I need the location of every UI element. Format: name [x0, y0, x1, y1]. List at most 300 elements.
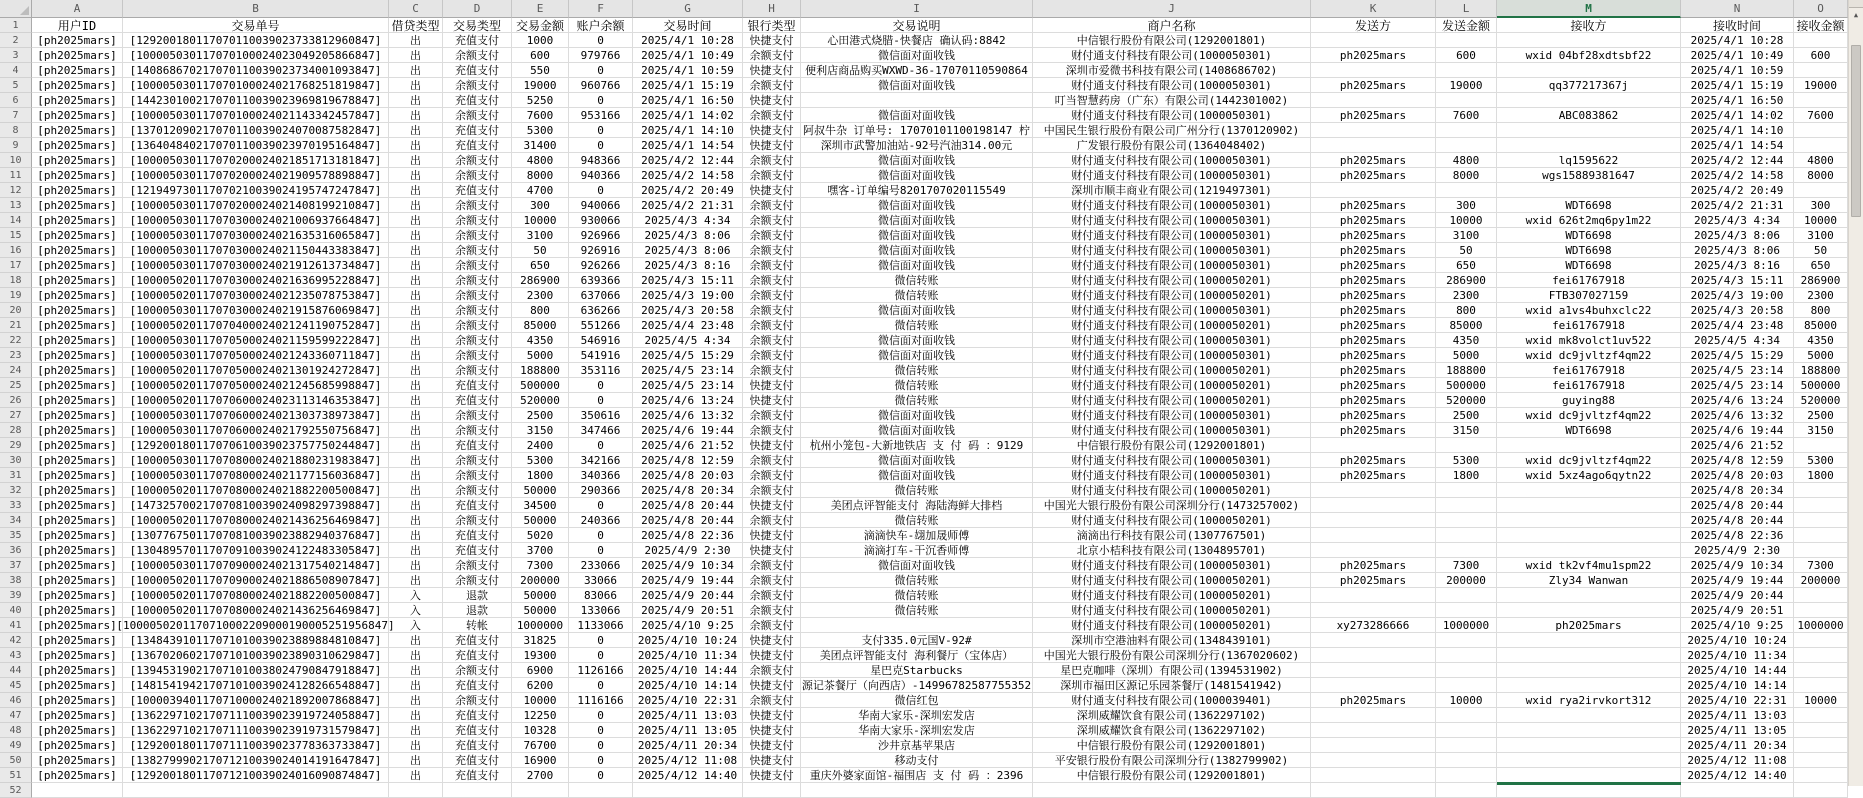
cell-E22[interactable]: 4350	[512, 333, 569, 348]
cell-I47[interactable]: 华南大家乐-深圳宏发店	[801, 708, 1033, 723]
cell-A13[interactable]: [ph2025mars]	[32, 198, 123, 213]
cell-L3[interactable]: 600	[1436, 48, 1497, 63]
cell-C42[interactable]: 出	[389, 633, 443, 648]
cell-E28[interactable]: 3150	[512, 423, 569, 438]
cell-O39[interactable]	[1794, 588, 1848, 603]
cell-O28[interactable]: 3150	[1794, 423, 1848, 438]
cell-M42[interactable]	[1497, 633, 1681, 648]
column-header-D[interactable]: D	[443, 0, 512, 18]
cell-D46[interactable]: 余额支付	[443, 693, 512, 708]
cell-L11[interactable]: 8000	[1436, 168, 1497, 183]
cell-D14[interactable]: 余额支付	[443, 213, 512, 228]
cell-J45[interactable]: 深圳市福田区源记乐园茶餐厅(1481541942)	[1033, 678, 1311, 693]
scrollbar-splitter-handle[interactable]	[1849, 0, 1863, 8]
cell-M2[interactable]	[1497, 33, 1681, 48]
cell-B4[interactable]: [140868670217070110039023734001093847]	[123, 63, 389, 78]
cell-F3[interactable]: 979766	[569, 48, 633, 63]
row-header-36[interactable]: 36	[0, 543, 32, 558]
row-header-39[interactable]: 39	[0, 588, 32, 603]
cell-L13[interactable]: 300	[1436, 198, 1497, 213]
cell-B13[interactable]: [100005030117070200024021408199210847]	[123, 198, 389, 213]
cell-H4[interactable]: 快捷支付	[743, 63, 801, 78]
cell-N5[interactable]: 2025/4/1 15:19	[1681, 78, 1794, 93]
cell-N30[interactable]: 2025/4/8 12:59	[1681, 453, 1794, 468]
cell-E37[interactable]: 7300	[512, 558, 569, 573]
cell-B52[interactable]	[123, 783, 389, 798]
cell-O42[interactable]	[1794, 633, 1848, 648]
cell-K41[interactable]: xy273286666	[1311, 618, 1436, 633]
cell-M40[interactable]	[1497, 603, 1681, 618]
cell-G46[interactable]: 2025/4/10 22:31	[633, 693, 743, 708]
cell-N49[interactable]: 2025/4/11 20:34	[1681, 738, 1794, 753]
cell-K16[interactable]: ph2025mars	[1311, 243, 1436, 258]
cell-G4[interactable]: 2025/4/1 10:59	[633, 63, 743, 78]
cell-F5[interactable]: 960766	[569, 78, 633, 93]
cell-C38[interactable]: 出	[389, 573, 443, 588]
cell-H11[interactable]: 余额支付	[743, 168, 801, 183]
cell-J21[interactable]: 财付通支付科技有限公司(1000050201)	[1033, 318, 1311, 333]
cell-N52[interactable]	[1681, 783, 1794, 798]
cell-J9[interactable]: 广发银行股份有限公司(1364048402)	[1033, 138, 1311, 153]
cell-A28[interactable]: [ph2025mars]	[32, 423, 123, 438]
cell-M33[interactable]	[1497, 498, 1681, 513]
cell-N24[interactable]: 2025/4/5 23:14	[1681, 363, 1794, 378]
cell-I6[interactable]	[801, 93, 1033, 108]
cell-A33[interactable]: [ph2025mars]	[32, 498, 123, 513]
cell-J25[interactable]: 财付通支付科技有限公司(1000050201)	[1033, 378, 1311, 393]
cell-G8[interactable]: 2025/4/1 14:10	[633, 123, 743, 138]
cell-G34[interactable]: 2025/4/8 20:44	[633, 513, 743, 528]
cell-B36[interactable]: [130489570117070910039024122483305847]	[123, 543, 389, 558]
cell-E40[interactable]: 50000	[512, 603, 569, 618]
cell-O35[interactable]	[1794, 528, 1848, 543]
cell-I30[interactable]: 微信面对面收钱	[801, 453, 1033, 468]
cell-A9[interactable]: [ph2025mars]	[32, 138, 123, 153]
cell-B9[interactable]: [136404840217070110039023970195164847]	[123, 138, 389, 153]
cell-G50[interactable]: 2025/4/12 11:08	[633, 753, 743, 768]
cell-H10[interactable]: 余额支付	[743, 153, 801, 168]
cell-M47[interactable]	[1497, 708, 1681, 723]
cell-K28[interactable]: ph2025mars	[1311, 423, 1436, 438]
cell-G43[interactable]: 2025/4/10 11:34	[633, 648, 743, 663]
cell-H47[interactable]: 快捷支付	[743, 708, 801, 723]
cell-I19[interactable]: 微信转账	[801, 288, 1033, 303]
cell-H35[interactable]: 快捷支付	[743, 528, 801, 543]
cell-D52[interactable]	[443, 783, 512, 798]
cell-M43[interactable]	[1497, 648, 1681, 663]
cell-H18[interactable]: 余额支付	[743, 273, 801, 288]
cell-L10[interactable]: 4800	[1436, 153, 1497, 168]
cell-N2[interactable]: 2025/4/1 10:28	[1681, 33, 1794, 48]
cell-C39[interactable]: 入	[389, 588, 443, 603]
row-header-16[interactable]: 16	[0, 243, 32, 258]
cell-N17[interactable]: 2025/4/3 8:16	[1681, 258, 1794, 273]
cell-M23[interactable]: wxid dc9jvltzf4qm22	[1497, 348, 1681, 363]
cell-B50[interactable]: [138279990217071210039024014191647847]	[123, 753, 389, 768]
cell-H9[interactable]: 快捷支付	[743, 138, 801, 153]
cell-I21[interactable]: 微信转账	[801, 318, 1033, 333]
cell-N15[interactable]: 2025/4/3 8:06	[1681, 228, 1794, 243]
cell-A15[interactable]: [ph2025mars]	[32, 228, 123, 243]
cell-A11[interactable]: [ph2025mars]	[32, 168, 123, 183]
cell-I12[interactable]: 嘿客-订单编号8201707020115549	[801, 183, 1033, 198]
cell-O15[interactable]: 3100	[1794, 228, 1848, 243]
cell-E42[interactable]: 31825	[512, 633, 569, 648]
cell-O37[interactable]: 7300	[1794, 558, 1848, 573]
cell-A7[interactable]: [ph2025mars]	[32, 108, 123, 123]
cell-K3[interactable]: ph2025mars	[1311, 48, 1436, 63]
cell-K25[interactable]: ph2025mars	[1311, 378, 1436, 393]
cell-B32[interactable]: [100005020117070800024021882200500847]	[123, 483, 389, 498]
row-header-29[interactable]: 29	[0, 438, 32, 453]
column-header-K[interactable]: K	[1311, 0, 1436, 18]
cell-E2[interactable]: 1000	[512, 33, 569, 48]
cell-H49[interactable]: 快捷支付	[743, 738, 801, 753]
cell-F38[interactable]: 33066	[569, 573, 633, 588]
cell-E6[interactable]: 5250	[512, 93, 569, 108]
cell-H48[interactable]: 快捷支付	[743, 723, 801, 738]
cell-J35[interactable]: 滴滴出行科技有限公司(1307767501)	[1033, 528, 1311, 543]
cell-A23[interactable]: [ph2025mars]	[32, 348, 123, 363]
cell-I5[interactable]: 微信面对面收钱	[801, 78, 1033, 93]
cell-D25[interactable]: 充值支付	[443, 378, 512, 393]
cell-A32[interactable]: [ph2025mars]	[32, 483, 123, 498]
cell-I3[interactable]: 微信面对面收钱	[801, 48, 1033, 63]
cell-I44[interactable]: 星巴克Starbucks	[801, 663, 1033, 678]
cell-O25[interactable]: 500000	[1794, 378, 1848, 393]
cell-A42[interactable]: [ph2025mars]	[32, 633, 123, 648]
cell-C52[interactable]	[389, 783, 443, 798]
cell-L31[interactable]: 1800	[1436, 468, 1497, 483]
cell-B46[interactable]: [100003940117071000024021892007868847]	[123, 693, 389, 708]
cell-H45[interactable]: 快捷支付	[743, 678, 801, 693]
cell-O23[interactable]: 5000	[1794, 348, 1848, 363]
cell-I32[interactable]: 微信转账	[801, 483, 1033, 498]
cell-E24[interactable]: 188800	[512, 363, 569, 378]
cell-M52[interactable]	[1497, 783, 1681, 798]
cell-G10[interactable]: 2025/4/2 12:44	[633, 153, 743, 168]
cell-F48[interactable]: 0	[569, 723, 633, 738]
row-header-35[interactable]: 35	[0, 528, 32, 543]
cell-M32[interactable]	[1497, 483, 1681, 498]
cell-F14[interactable]: 930066	[569, 213, 633, 228]
cell-I20[interactable]: 微信面对面收钱	[801, 303, 1033, 318]
cell-O8[interactable]	[1794, 123, 1848, 138]
cell-D37[interactable]: 余额支付	[443, 558, 512, 573]
row-header-6[interactable]: 6	[0, 93, 32, 108]
cell-L24[interactable]: 188800	[1436, 363, 1497, 378]
cell-A31[interactable]: [ph2025mars]	[32, 468, 123, 483]
cell-K32[interactable]	[1311, 483, 1436, 498]
cell-F45[interactable]: 0	[569, 678, 633, 693]
cell-L46[interactable]: 10000	[1436, 693, 1497, 708]
cell-O45[interactable]	[1794, 678, 1848, 693]
cell-E49[interactable]: 76700	[512, 738, 569, 753]
cell-A44[interactable]: [ph2025mars]	[32, 663, 123, 678]
cell-I38[interactable]: 微信转账	[801, 573, 1033, 588]
cell-L5[interactable]: 19000	[1436, 78, 1497, 93]
cell-E17[interactable]: 650	[512, 258, 569, 273]
cell-O50[interactable]	[1794, 753, 1848, 768]
cell-F12[interactable]: 0	[569, 183, 633, 198]
cell-K43[interactable]	[1311, 648, 1436, 663]
cell-D23[interactable]: 余额支付	[443, 348, 512, 363]
cell-I17[interactable]: 微信面对面收钱	[801, 258, 1033, 273]
cell-N23[interactable]: 2025/4/5 15:29	[1681, 348, 1794, 363]
cell-F25[interactable]: 0	[569, 378, 633, 393]
cell-I27[interactable]: 微信面对面收钱	[801, 408, 1033, 423]
cell-C9[interactable]: 出	[389, 138, 443, 153]
cell-D29[interactable]: 充值支付	[443, 438, 512, 453]
cell-D9[interactable]: 充值支付	[443, 138, 512, 153]
cell-A26[interactable]: [ph2025mars]	[32, 393, 123, 408]
cell-M14[interactable]: wxid 626t2mq6py1m22	[1497, 213, 1681, 228]
cell-M1[interactable]: 接收方	[1497, 18, 1681, 33]
cell-J43[interactable]: 中国光大银行股份有限公司深圳分行(1367020602)	[1033, 648, 1311, 663]
cell-L47[interactable]	[1436, 708, 1497, 723]
cell-F34[interactable]: 240366	[569, 513, 633, 528]
cell-D20[interactable]: 余额支付	[443, 303, 512, 318]
cell-E25[interactable]: 500000	[512, 378, 569, 393]
row-header-46[interactable]: 46	[0, 693, 32, 708]
cell-G3[interactable]: 2025/4/1 10:49	[633, 48, 743, 63]
column-header-A[interactable]: A	[32, 0, 123, 18]
cell-B11[interactable]: [100005030117070200024021909578898847]	[123, 168, 389, 183]
cell-H3[interactable]: 余额支付	[743, 48, 801, 63]
cell-O32[interactable]	[1794, 483, 1848, 498]
cell-H42[interactable]: 快捷支付	[743, 633, 801, 648]
cell-A3[interactable]: [ph2025mars]	[32, 48, 123, 63]
cell-L40[interactable]	[1436, 603, 1497, 618]
cell-C7[interactable]: 出	[389, 108, 443, 123]
cell-I9[interactable]: 深圳市武警加油站-92号汽油314.00元	[801, 138, 1033, 153]
cell-L30[interactable]: 5300	[1436, 453, 1497, 468]
cell-B47[interactable]: [136229710217071110039023919724058847]	[123, 708, 389, 723]
cell-B20[interactable]: [100005030117070300024021915876069847]	[123, 303, 389, 318]
cell-I4[interactable]: 便利店商品购买WXWD-36-17070110590864	[801, 63, 1033, 78]
cell-H31[interactable]: 余额支付	[743, 468, 801, 483]
cell-C2[interactable]: 出	[389, 33, 443, 48]
cell-J38[interactable]: 财付通支付科技有限公司(1000050201)	[1033, 573, 1311, 588]
cell-M45[interactable]	[1497, 678, 1681, 693]
cell-K34[interactable]	[1311, 513, 1436, 528]
cell-B7[interactable]: [100005030117070100024021143342457847]	[123, 108, 389, 123]
cell-G5[interactable]: 2025/4/1 15:19	[633, 78, 743, 93]
cell-I11[interactable]: 微信面对面收钱	[801, 168, 1033, 183]
cell-L1[interactable]: 发送金额	[1436, 18, 1497, 33]
cell-L39[interactable]	[1436, 588, 1497, 603]
cell-O34[interactable]	[1794, 513, 1848, 528]
cell-C21[interactable]: 出	[389, 318, 443, 333]
cell-B35[interactable]: [130776750117070810039023882940376847]	[123, 528, 389, 543]
cell-D16[interactable]: 余额支付	[443, 243, 512, 258]
cell-L50[interactable]	[1436, 753, 1497, 768]
cell-L18[interactable]: 286900	[1436, 273, 1497, 288]
cell-G23[interactable]: 2025/4/5 15:29	[633, 348, 743, 363]
cell-N34[interactable]: 2025/4/8 20:44	[1681, 513, 1794, 528]
column-header-F[interactable]: F	[569, 0, 633, 18]
cell-O10[interactable]: 4800	[1794, 153, 1848, 168]
cell-N22[interactable]: 2025/4/5 4:34	[1681, 333, 1794, 348]
cell-I51[interactable]: 重庆外婆家面馆-福围店 支 付 码 ：2396	[801, 768, 1033, 783]
cell-K7[interactable]: ph2025mars	[1311, 108, 1436, 123]
cell-N19[interactable]: 2025/4/3 19:00	[1681, 288, 1794, 303]
cell-G29[interactable]: 2025/4/6 21:52	[633, 438, 743, 453]
cell-K48[interactable]	[1311, 723, 1436, 738]
cell-L49[interactable]	[1436, 738, 1497, 753]
cell-N48[interactable]: 2025/4/11 13:05	[1681, 723, 1794, 738]
cell-K26[interactable]: ph2025mars	[1311, 393, 1436, 408]
cell-G17[interactable]: 2025/4/3 8:16	[633, 258, 743, 273]
cell-J18[interactable]: 财付通支付科技有限公司(1000050201)	[1033, 273, 1311, 288]
cell-H44[interactable]: 余额支付	[743, 663, 801, 678]
cell-D41[interactable]: 转帐	[443, 618, 512, 633]
cell-J1[interactable]: 商户名称	[1033, 18, 1311, 33]
cell-M21[interactable]: fei61767918	[1497, 318, 1681, 333]
cell-M35[interactable]	[1497, 528, 1681, 543]
cell-I46[interactable]: 微信红包	[801, 693, 1033, 708]
cell-K39[interactable]	[1311, 588, 1436, 603]
cell-M49[interactable]	[1497, 738, 1681, 753]
cell-O38[interactable]: 200000	[1794, 573, 1848, 588]
cell-N25[interactable]: 2025/4/5 23:14	[1681, 378, 1794, 393]
cell-M29[interactable]	[1497, 438, 1681, 453]
cell-I1[interactable]: 交易说明	[801, 18, 1033, 33]
cell-E52[interactable]	[512, 783, 569, 798]
cell-M41[interactable]: ph2025mars	[1497, 618, 1681, 633]
cell-N44[interactable]: 2025/4/10 14:44	[1681, 663, 1794, 678]
row-header-50[interactable]: 50	[0, 753, 32, 768]
cell-L37[interactable]: 7300	[1436, 558, 1497, 573]
cell-O17[interactable]: 650	[1794, 258, 1848, 273]
cell-D26[interactable]: 充值支付	[443, 393, 512, 408]
row-header-23[interactable]: 23	[0, 348, 32, 363]
cell-G38[interactable]: 2025/4/9 19:44	[633, 573, 743, 588]
cell-F44[interactable]: 1126166	[569, 663, 633, 678]
cell-C5[interactable]: 出	[389, 78, 443, 93]
cell-F43[interactable]: 0	[569, 648, 633, 663]
cell-B39[interactable]: [100005020117070800024021882200500847]	[123, 588, 389, 603]
cell-A19[interactable]: [ph2025mars]	[32, 288, 123, 303]
cell-B2[interactable]: [129200180117070110039023733812960847]	[123, 33, 389, 48]
cell-M11[interactable]: wgs15889381647	[1497, 168, 1681, 183]
cell-C51[interactable]: 出	[389, 768, 443, 783]
cell-B1[interactable]: 交易单号	[123, 18, 389, 33]
cell-E29[interactable]: 2400	[512, 438, 569, 453]
column-header-B[interactable]: B	[123, 0, 389, 18]
cell-I18[interactable]: 微信转账	[801, 273, 1033, 288]
cell-D33[interactable]: 充值支付	[443, 498, 512, 513]
cell-F40[interactable]: 133066	[569, 603, 633, 618]
cell-J11[interactable]: 财付通支付科技有限公司(1000050301)	[1033, 168, 1311, 183]
cell-N33[interactable]: 2025/4/8 20:44	[1681, 498, 1794, 513]
cell-C33[interactable]: 出	[389, 498, 443, 513]
cell-H26[interactable]: 快捷支付	[743, 393, 801, 408]
cell-G2[interactable]: 2025/4/1 10:28	[633, 33, 743, 48]
cell-H41[interactable]: 余额支付	[743, 618, 801, 633]
cell-L26[interactable]: 520000	[1436, 393, 1497, 408]
cell-B18[interactable]: [100005020117070300024021636995228847]	[123, 273, 389, 288]
cell-D50[interactable]: 充值支付	[443, 753, 512, 768]
cell-H40[interactable]: 余额支付	[743, 603, 801, 618]
cell-C17[interactable]: 出	[389, 258, 443, 273]
cell-E19[interactable]: 2300	[512, 288, 569, 303]
cell-O5[interactable]: 19000	[1794, 78, 1848, 93]
cell-E15[interactable]: 3100	[512, 228, 569, 243]
cell-H24[interactable]: 余额支付	[743, 363, 801, 378]
cell-D2[interactable]: 充值支付	[443, 33, 512, 48]
cell-L6[interactable]	[1436, 93, 1497, 108]
cell-H6[interactable]: 快捷支付	[743, 93, 801, 108]
cell-G14[interactable]: 2025/4/3 4:34	[633, 213, 743, 228]
row-header-21[interactable]: 21	[0, 318, 32, 333]
cell-A16[interactable]: [ph2025mars]	[32, 243, 123, 258]
cell-F16[interactable]: 926916	[569, 243, 633, 258]
cell-O40[interactable]	[1794, 603, 1848, 618]
cell-O18[interactable]: 286900	[1794, 273, 1848, 288]
cell-C35[interactable]: 出	[389, 528, 443, 543]
cell-J16[interactable]: 财付通支付科技有限公司(1000050301)	[1033, 243, 1311, 258]
cell-C31[interactable]: 出	[389, 468, 443, 483]
cell-B10[interactable]: [100005030117070200024021851713181847]	[123, 153, 389, 168]
cell-K5[interactable]: ph2025mars	[1311, 78, 1436, 93]
cell-L45[interactable]	[1436, 678, 1497, 693]
cell-N39[interactable]: 2025/4/9 20:44	[1681, 588, 1794, 603]
cell-B33[interactable]: [147325700217070810039024098297398847]	[123, 498, 389, 513]
cell-J49[interactable]: 中信银行股份有限公司(1292001801)	[1033, 738, 1311, 753]
cell-C41[interactable]: 入	[389, 618, 443, 633]
cell-G13[interactable]: 2025/4/2 21:31	[633, 198, 743, 213]
cell-A38[interactable]: [ph2025mars]	[32, 573, 123, 588]
row-header-32[interactable]: 32	[0, 483, 32, 498]
cell-G6[interactable]: 2025/4/1 16:50	[633, 93, 743, 108]
cell-O4[interactable]	[1794, 63, 1848, 78]
cell-O51[interactable]	[1794, 768, 1848, 783]
cell-C47[interactable]: 出	[389, 708, 443, 723]
cell-B17[interactable]: [100005030117070300024021912613734847]	[123, 258, 389, 273]
cell-M15[interactable]: WDT6698	[1497, 228, 1681, 243]
cell-N45[interactable]: 2025/4/10 14:14	[1681, 678, 1794, 693]
cell-F17[interactable]: 926266	[569, 258, 633, 273]
cell-M20[interactable]: wxid a1vs4buhxclc22	[1497, 303, 1681, 318]
row-header-28[interactable]: 28	[0, 423, 32, 438]
row-header-18[interactable]: 18	[0, 273, 32, 288]
cell-M38[interactable]: Zly34 Wanwan	[1497, 573, 1681, 588]
cell-D7[interactable]: 余额支付	[443, 108, 512, 123]
cell-D10[interactable]: 余额支付	[443, 153, 512, 168]
cell-E33[interactable]: 34500	[512, 498, 569, 513]
cell-L43[interactable]	[1436, 648, 1497, 663]
cell-J14[interactable]: 财付通支付科技有限公司(1000050301)	[1033, 213, 1311, 228]
cell-J13[interactable]: 财付通支付科技有限公司(1000050301)	[1033, 198, 1311, 213]
row-header-30[interactable]: 30	[0, 453, 32, 468]
cell-N8[interactable]: 2025/4/1 14:10	[1681, 123, 1794, 138]
cell-C12[interactable]: 出	[389, 183, 443, 198]
cell-H36[interactable]: 快捷支付	[743, 543, 801, 558]
cell-J4[interactable]: 深圳市爱微书科技有限公司(1408686702)	[1033, 63, 1311, 78]
cell-A41[interactable]: [ph2025mars]	[32, 618, 123, 633]
cell-I49[interactable]: 沙井京基苹果店	[801, 738, 1033, 753]
cell-E44[interactable]: 6900	[512, 663, 569, 678]
cell-E18[interactable]: 286900	[512, 273, 569, 288]
cell-E12[interactable]: 4700	[512, 183, 569, 198]
cell-H5[interactable]: 余额支付	[743, 78, 801, 93]
row-header-37[interactable]: 37	[0, 558, 32, 573]
cell-O48[interactable]	[1794, 723, 1848, 738]
cell-L8[interactable]	[1436, 123, 1497, 138]
cell-M6[interactable]	[1497, 93, 1681, 108]
cell-K13[interactable]: ph2025mars	[1311, 198, 1436, 213]
